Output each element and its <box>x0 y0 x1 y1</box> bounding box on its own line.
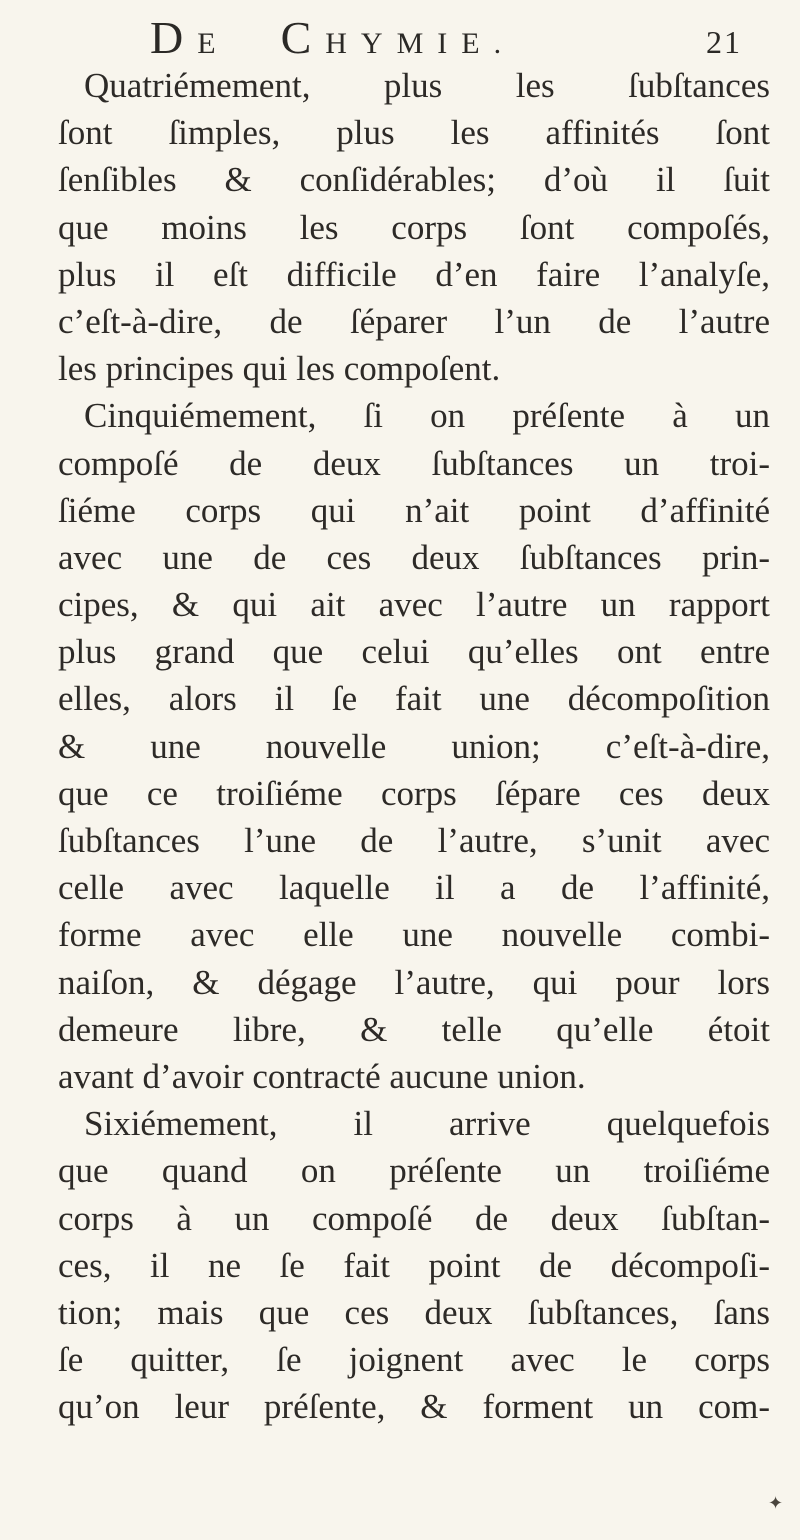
text-line: Quatriémement, plus les ſubſtances <box>84 66 770 105</box>
text-line: celle avec laquelle il a de l’affinité, <box>58 868 770 908</box>
text-line: cipes, & qui ait avec l’autre un rapport <box>58 585 770 625</box>
text-line: elles, alors il ſe fait une décompoſition <box>58 679 770 719</box>
text-line: demeure libre, & telle qu’elle étoit <box>58 1009 770 1049</box>
text-line: tion; mais que ces deux ſubſtances, ſans <box>58 1292 770 1332</box>
text-line: naiſon, & dégage l’autre, qui pour lors <box>58 962 770 1002</box>
text-line: plus grand que celui qu’elles ont entre <box>58 632 770 672</box>
text-line: ſont ſimples, plus les affinités ſont <box>58 113 770 153</box>
running-head-title: DE CHYMIE. <box>150 12 516 63</box>
text-line: que quand on préſente un troiſiéme <box>58 1151 770 1191</box>
text-line: ces, il ne ſe fait point de décompoſi- <box>58 1245 770 1285</box>
running-head <box>150 12 750 64</box>
text-line: ſubſtances l’une de l’autre, s’unit avec <box>58 821 770 860</box>
signature-mark: ✦ <box>768 1493 784 1514</box>
text-line: que ce troiſiéme corps ſépare ces deux <box>58 773 770 813</box>
text-line: plus il eſt difficile d’en faire l’analyſe, <box>58 254 770 294</box>
text-line: ſenſibles & conſidérables; d’où il ſuit <box>58 160 770 200</box>
page-number: 21 <box>706 24 742 60</box>
text-line: avec une de ces deux ſubſtances prin- <box>58 537 770 577</box>
text-line: que moins les corps ſont compoſés, <box>58 207 770 247</box>
text-line: ſe quitter, ſe joignent avec le corps <box>58 1340 770 1380</box>
text-line: qu’on leur préſente, & forment un com- <box>58 1387 770 1427</box>
text-line: forme avec elle une nouvelle combi- <box>58 915 770 955</box>
text-line: c’eſt-à-dire, de ſéparer l’un de l’autre <box>58 301 770 341</box>
text-line: Cinquiémement, ſi on préſente à un <box>84 396 770 436</box>
text-line: les principes qui les compoſent. <box>58 349 501 389</box>
text-line: corps à un compoſé de deux ſubſtan- <box>58 1198 770 1238</box>
text-line: compoſé de deux ſubſtances un troi- <box>58 443 770 483</box>
body-text <box>58 62 770 1430</box>
text-line: ſiéme corps qui n’ait point d’affinité <box>58 490 770 530</box>
text-line: & une nouvelle union; c’eſt-à-dire, <box>58 726 770 766</box>
text-line: Sixiémement, il arrive quelquefois <box>84 1104 770 1144</box>
text-line: avant d’avoir contracté aucune union. <box>58 1056 586 1096</box>
